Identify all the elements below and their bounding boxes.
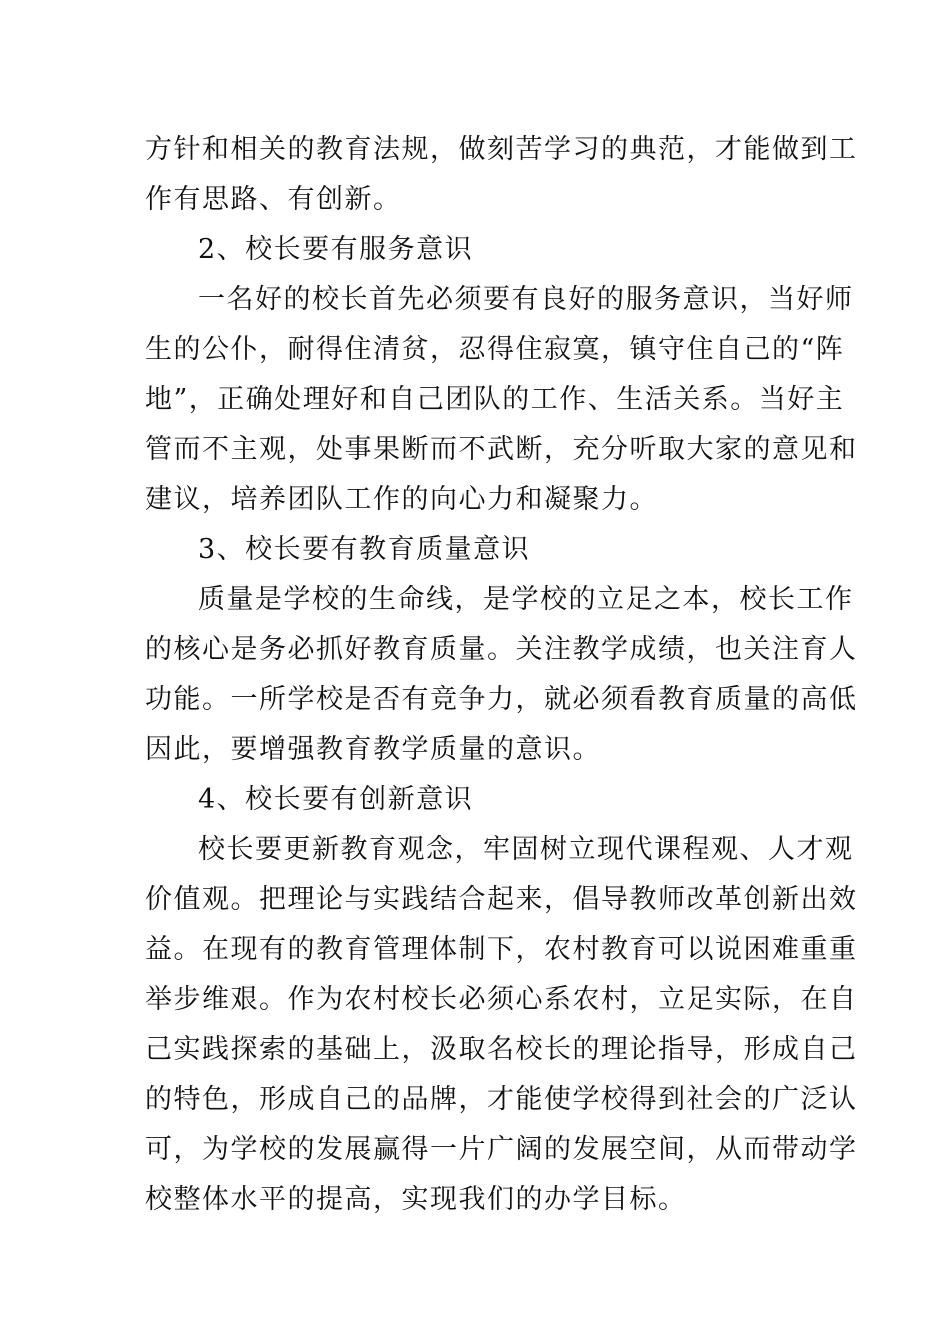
paragraph-1-line-2: 作有思路、有创新。 bbox=[145, 184, 402, 215]
paragraph-2-line-1: 一名好的校长首先必须要有良好的服务意识，当好师 bbox=[198, 284, 854, 315]
paragraph-4-line-4: 举步维艰。作为农村校长必须心系农村，立足实际，在自 bbox=[145, 984, 858, 1015]
section-heading-3: 3、校长要有教育质量意识 bbox=[198, 534, 531, 565]
paragraph-4-line-1: 校长要更新教育观念，牢固树立现代课程观、人才观 bbox=[198, 834, 854, 865]
paragraph-3-line-4: 因此，要增强教育教学质量的意识。 bbox=[145, 734, 601, 765]
paragraph-2-line-2: 生的公仆，耐得住清贫，忍得住寂寞，镇守住自己的“阵 bbox=[145, 334, 845, 365]
paragraph-3-line-1: 质量是学校的生命线，是学校的立足之本，校长工作 bbox=[198, 584, 854, 615]
paragraph-2-line-3: 地”，正确处理好和自己团队的工作、生活关系。当好主 bbox=[145, 384, 845, 415]
paragraph-3-line-2: 的核心是务必抓好教育质量。关注教学成绩，也关注育人 bbox=[145, 634, 858, 665]
paragraph-4-line-6: 的特色，形成自己的品牌，才能使学校得到社会的广泛认 bbox=[145, 1084, 858, 1115]
paragraph-2-line-5: 建议，培养团队工作的向心力和凝聚力。 bbox=[145, 484, 658, 515]
paragraph-4-line-7: 可，为学校的发展赢得一片广阔的发展空间，从而带动学 bbox=[145, 1134, 858, 1165]
section-heading-2: 2、校长要有服务意识 bbox=[198, 234, 474, 265]
paragraph-1-line-1: 方针和相关的教育法规，做刻苦学习的典范，才能做到工 bbox=[145, 134, 858, 165]
paragraph-2-line-4: 管而不主观，处事果断而不武断，充分听取大家的意见和 bbox=[145, 434, 858, 465]
paragraph-4-line-2: 价值观。把理论与实践结合起来，倡导教师改革创新出效 bbox=[145, 884, 858, 915]
paragraph-4-line-8: 校整体水平的提高，实现我们的办学目标。 bbox=[145, 1184, 687, 1215]
paragraph-4-line-3: 益。在现有的教育管理体制下，农村教育可以说困难重重 bbox=[145, 934, 858, 965]
section-heading-4: 4、校长要有创新意识 bbox=[198, 784, 474, 815]
paragraph-4-line-5: 己实践探索的基础上，汲取名校长的理论指导，形成自己 bbox=[145, 1034, 858, 1065]
paragraph-3-line-3: 功能。一所学校是否有竞争力，就必须看教育质量的高低 bbox=[145, 684, 858, 715]
